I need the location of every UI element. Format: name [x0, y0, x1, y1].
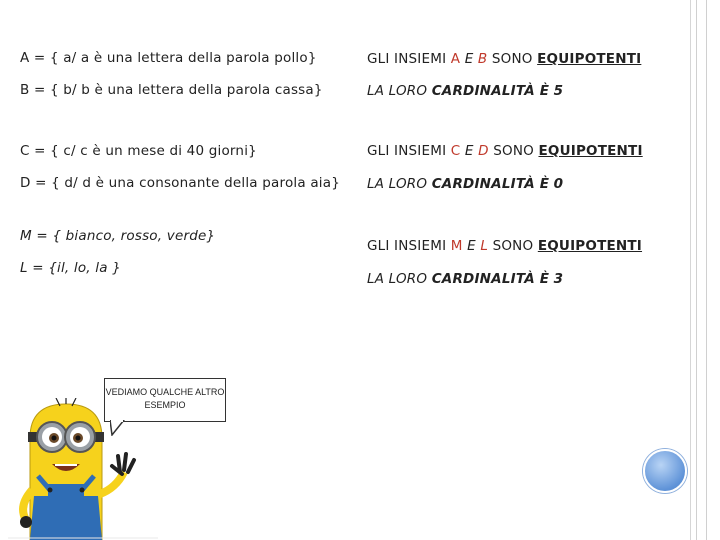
cardinality-value: 0	[553, 176, 564, 192]
decor-rail	[706, 0, 707, 540]
set-m-definition: M = { bianco, rosso, verde}	[20, 228, 216, 244]
set-d-definition: D = { d/ d è una consonante della parola aia}	[20, 175, 341, 191]
set-name: M	[450, 238, 463, 254]
set-name: D	[478, 143, 489, 159]
cardinality-statement-2	[367, 176, 563, 192]
set-c-definition: C = { c/ c è un mese di 40 giorni}	[20, 143, 257, 159]
cardinality-statement-3	[367, 271, 563, 287]
equipotent-statement-3	[367, 238, 642, 254]
text: LA LORO	[367, 176, 428, 192]
cardinality-value: 3	[553, 271, 564, 287]
minion-illustration	[8, 398, 158, 540]
set-name: L	[480, 238, 489, 254]
decor-circle	[643, 449, 687, 493]
text: GLI INSIEMI	[367, 51, 447, 67]
text: LA LORO	[367, 271, 428, 287]
set-name: B	[477, 51, 488, 67]
speech-bubble: VEDIAMO QUALCHE ALTRO ESEMPIO	[104, 378, 226, 422]
equipotent-statement-2	[367, 143, 643, 159]
equipotent-statement-1	[367, 51, 641, 67]
keyword: CARDINALITÀ È	[431, 176, 550, 192]
text: GLI INSIEMI	[367, 238, 447, 254]
cardinality-statement-1	[367, 83, 563, 99]
set-b-definition: B = { b/ b è una lettera della parola cassa}	[20, 82, 323, 98]
set-l-definition: L = {il, lo, la }	[20, 260, 121, 276]
keyword: EQUIPOTENTI	[538, 143, 643, 159]
set-name: C	[450, 143, 461, 159]
text: E	[464, 51, 474, 67]
keyword: CARDINALITÀ È	[431, 83, 550, 99]
text: SONO	[491, 51, 533, 67]
keyword: EQUIPOTENTI	[537, 238, 643, 254]
text: GLI INSIEMI	[367, 143, 447, 159]
cardinality-value: 5	[553, 83, 564, 99]
text: E	[464, 143, 474, 159]
text: SONO	[492, 238, 534, 254]
text: SONO	[493, 143, 534, 159]
text: LA LORO	[367, 83, 428, 99]
set-a-definition: A = { a/ a è una lettera della parola pollo}	[20, 50, 317, 66]
text: E	[467, 238, 476, 254]
keyword: EQUIPOTENTI	[537, 51, 642, 67]
decor-rail	[696, 0, 697, 540]
set-name: A	[450, 51, 461, 67]
keyword: CARDINALITÀ È	[431, 271, 550, 287]
